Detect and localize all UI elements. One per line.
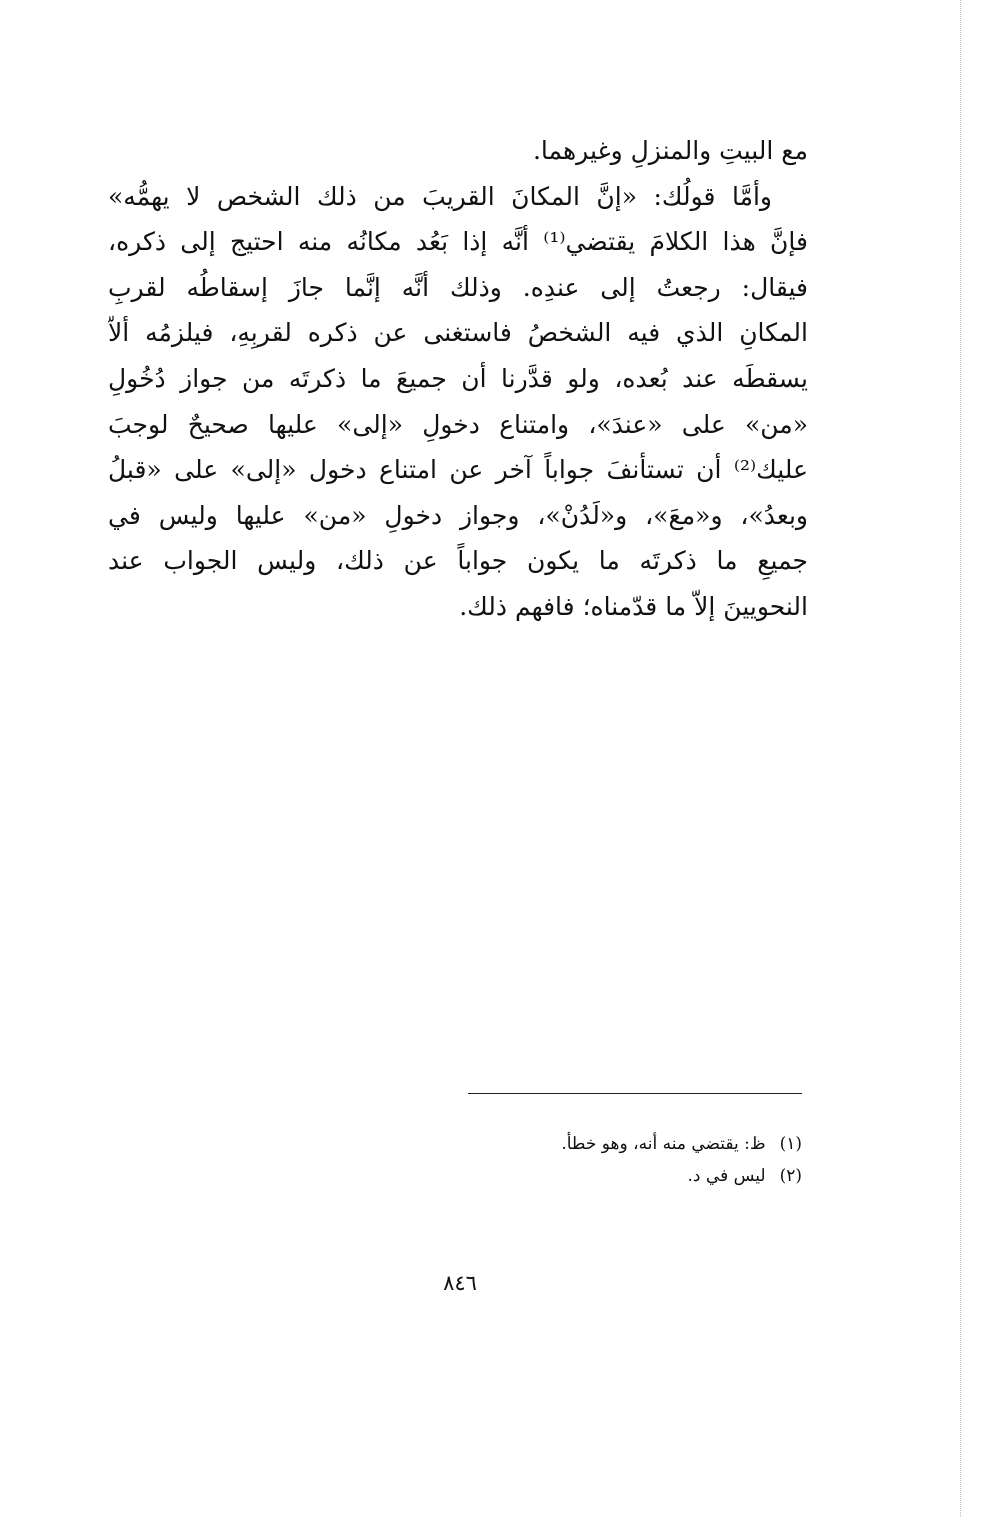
text-line-9: وبعدُ»، و«معَ»، و«لَدُنْ»، وجواز دخولِ «من» عليها وليس في <box>108 500 808 530</box>
footnote-text: ظ: يقتضي منه أنه، وهو خطأ. <box>561 1134 766 1154</box>
text-line-1: مع البيتِ والمنزلِ وغيرهما. <box>532 136 808 165</box>
text-line-8: عليك⁽²⁾ أن تستأنفَ جواباً آخر عن امتناع دخول «إلى» على «قبلُ <box>108 455 808 485</box>
text-line-4: فيقال: رجعتُ إلى عندِه. وذلك أنَّه إنَّما جازَ إسقاطُه لقربِ <box>108 272 808 302</box>
page-number: ٨٤٦ <box>443 1271 477 1295</box>
text-line-3: فإنَّ هذا الكلامَ يقتضي⁽¹⁾ أنَّه إذا بَعُد مكانُه منه احتيج إلى ذكره، <box>108 227 808 257</box>
footnote-2 <box>420 1160 802 1192</box>
footnote-number: (٢) <box>779 1166 802 1186</box>
footnotes <box>420 1128 802 1192</box>
text-line-11: النحويينَ إلاّ ما قدّمناه؛ فافهم ذلك. <box>459 591 808 621</box>
text-line-5: المكانِ الذي فيه الشخصُ فاستغنى عن ذكره لقربِهِ، فيلزمُه ألاّ <box>108 318 808 348</box>
footnote-text: ليس في د. <box>687 1166 766 1186</box>
footnote-1 <box>420 1128 802 1160</box>
main-text-block <box>108 128 808 630</box>
text-line-6: يسقطَه عند بُعده، ولو قدَّرنا أن جميعَ ما ذكرتَه من جواز دُخُولِ <box>108 363 808 393</box>
text-line-2: وأمَّا قولُك: «إنَّ المكانَ القريبَ من ذلك الشخص لا يهمُّه» <box>108 181 772 211</box>
footnote-separator <box>468 1093 802 1094</box>
footnote-number: (١) <box>779 1134 802 1154</box>
text-line-10: جميعِ ما ذكرتَه ما يكون جواباً عن ذلك، وليس الجواب عند <box>108 546 808 576</box>
text-line-7: «من» على «عندَ»، وامتناع دخولِ «إلى» عليها صحيحٌ لوجبَ <box>108 409 808 439</box>
